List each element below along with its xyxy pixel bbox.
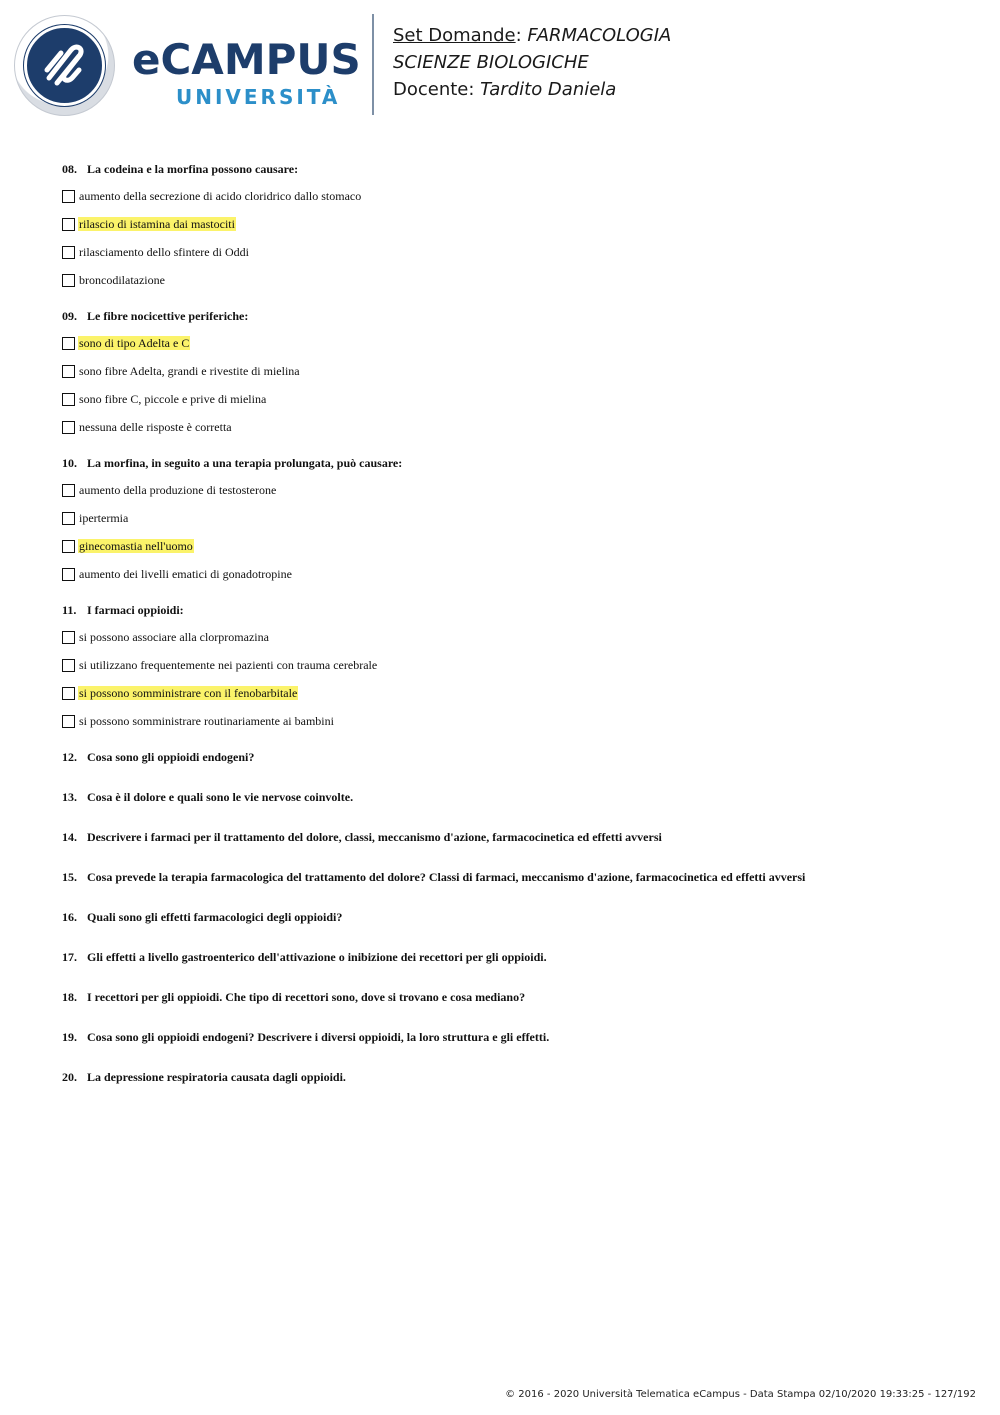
answer-option[interactable]: si possono somministrare routinariamente ai bambini xyxy=(62,711,962,731)
set-label: Set Domande xyxy=(393,25,516,46)
question-title: 10. La morfina, in seguito a una terapia prolungata, può causare: xyxy=(62,456,403,470)
answer-option-highlighted[interactable]: si possono somministrare con il fenobarbitale xyxy=(62,683,962,703)
header-divider xyxy=(372,14,374,115)
teacher-label: Docente: xyxy=(393,79,481,100)
set-line: Set Domande: FARMACOLOGIA xyxy=(393,25,672,46)
question-12 xyxy=(62,748,962,788)
checkbox[interactable] xyxy=(62,568,75,581)
answer-option[interactable]: nessuna delle risposte è corretta xyxy=(62,417,962,437)
question-list xyxy=(62,160,962,1108)
checkbox[interactable] xyxy=(62,365,75,378)
question-title: 09. Le fibre nocicettive periferiche: xyxy=(62,309,249,323)
answer-option[interactable]: rilasciamento dello sfintere di Oddi xyxy=(62,242,962,262)
question-title: 11. I farmaci oppioidi: xyxy=(62,603,184,617)
logo-wordmark: eCAMPUS xyxy=(132,35,361,84)
ecampus-logo xyxy=(14,12,359,117)
answer-option-highlighted[interactable]: sono di tipo Adelta e C xyxy=(62,333,962,353)
question-11 xyxy=(62,601,962,731)
checkbox[interactable] xyxy=(62,715,75,728)
answer-option-highlighted[interactable]: ginecomastia nell'uomo xyxy=(62,536,962,556)
checkbox[interactable] xyxy=(62,246,75,259)
checkbox[interactable] xyxy=(62,337,75,350)
question-17 xyxy=(62,948,962,988)
question-18 xyxy=(62,988,962,1028)
answer-option[interactable]: aumento della produzione di testosterone xyxy=(62,480,962,500)
answer-option[interactable]: broncodilatazione xyxy=(62,270,962,290)
page-footer: © 2016 - 2020 Università Telematica eCampus - Data Stampa 02/10/2020 19:33:25 - 127/192 xyxy=(505,1389,976,1400)
checkbox[interactable] xyxy=(62,659,75,672)
question-title: 18. I recettori per gli oppioidi. Che tipo di recettori sono, dove si trovano e cosa mediano? xyxy=(62,990,526,1004)
question-title: 17. Gli effetti a livello gastroenterico dell'attivazione o inibizione dei recettori per gli oppioidi. xyxy=(62,950,547,964)
page-header xyxy=(0,0,1000,130)
answer-option[interactable]: si utilizzano frequentemente nei pazienti con trauma cerebrale xyxy=(62,655,962,675)
logo-seal-icon xyxy=(14,15,115,116)
answer-option[interactable]: aumento dei livelli ematici di gonadotropine xyxy=(62,564,962,584)
course-line xyxy=(393,49,671,76)
answer-option-highlighted[interactable]: rilascio di istamina dai mastociti xyxy=(62,214,962,234)
checkbox[interactable] xyxy=(62,687,75,700)
answer-option[interactable]: sono fibre Adelta, grandi e rivestite di mielina xyxy=(62,361,962,381)
question-08 xyxy=(62,160,962,290)
question-15 xyxy=(62,868,962,908)
answer-option[interactable]: sono fibre C, piccole e prive di mielina xyxy=(62,389,962,409)
answer-option[interactable]: aumento della secrezione di acido cloridrico dallo stomaco xyxy=(62,186,962,206)
question-13 xyxy=(62,788,962,828)
logo-subtitle: UNIVERSITÀ xyxy=(176,85,341,109)
checkbox[interactable] xyxy=(62,393,75,406)
course: SCIENZE BIOLOGICHE xyxy=(393,52,589,73)
question-title: 08. La codeina e la morfina possono causare: xyxy=(62,162,299,176)
teacher-name: Tardito Daniela xyxy=(480,79,617,100)
question-09 xyxy=(62,307,962,437)
checkbox[interactable] xyxy=(62,540,75,553)
question-14 xyxy=(62,828,962,868)
subject: FARMACOLOGIA xyxy=(527,25,672,46)
checkbox[interactable] xyxy=(62,190,75,203)
question-20 xyxy=(62,1068,962,1108)
question-title: 20. La depressione respiratoria causata dagli oppioidi. xyxy=(62,1070,346,1084)
question-title: 14. Descrivere i farmaci per il trattamento del dolore, classi, meccanismo d'azione, farmacocinetica ed effetti avversi xyxy=(62,830,662,844)
checkbox[interactable] xyxy=(62,274,75,287)
question-title: 16. Quali sono gli effetti farmacologici degli oppioidi? xyxy=(62,910,343,924)
checkbox[interactable] xyxy=(62,218,75,231)
answer-option[interactable]: ipertermia xyxy=(62,508,962,528)
question-title: 13. Cosa è il dolore e quali sono le vie nervose coinvolte. xyxy=(62,790,354,804)
question-16 xyxy=(62,908,962,948)
checkbox[interactable] xyxy=(62,631,75,644)
checkbox[interactable] xyxy=(62,484,75,497)
question-title: 15. Cosa prevede la terapia farmacologica del trattamento del dolore? Classi di farmaci, meccanismo d'azione, farmacocinetica ed effetti avversi xyxy=(62,870,806,884)
header-info xyxy=(393,22,671,103)
teacher-line xyxy=(393,76,671,103)
checkbox[interactable] xyxy=(62,421,75,434)
question-10 xyxy=(62,454,962,584)
question-title: 19. Cosa sono gli oppioidi endogeni? Descrivere i diversi oppioidi, la loro struttura e gli effetti. xyxy=(62,1030,550,1044)
question-title: 12. Cosa sono gli oppioidi endogeni? xyxy=(62,750,255,764)
question-19 xyxy=(62,1028,962,1068)
answer-option[interactable]: si possono associare alla clorpromazina xyxy=(62,627,962,647)
checkbox[interactable] xyxy=(62,512,75,525)
